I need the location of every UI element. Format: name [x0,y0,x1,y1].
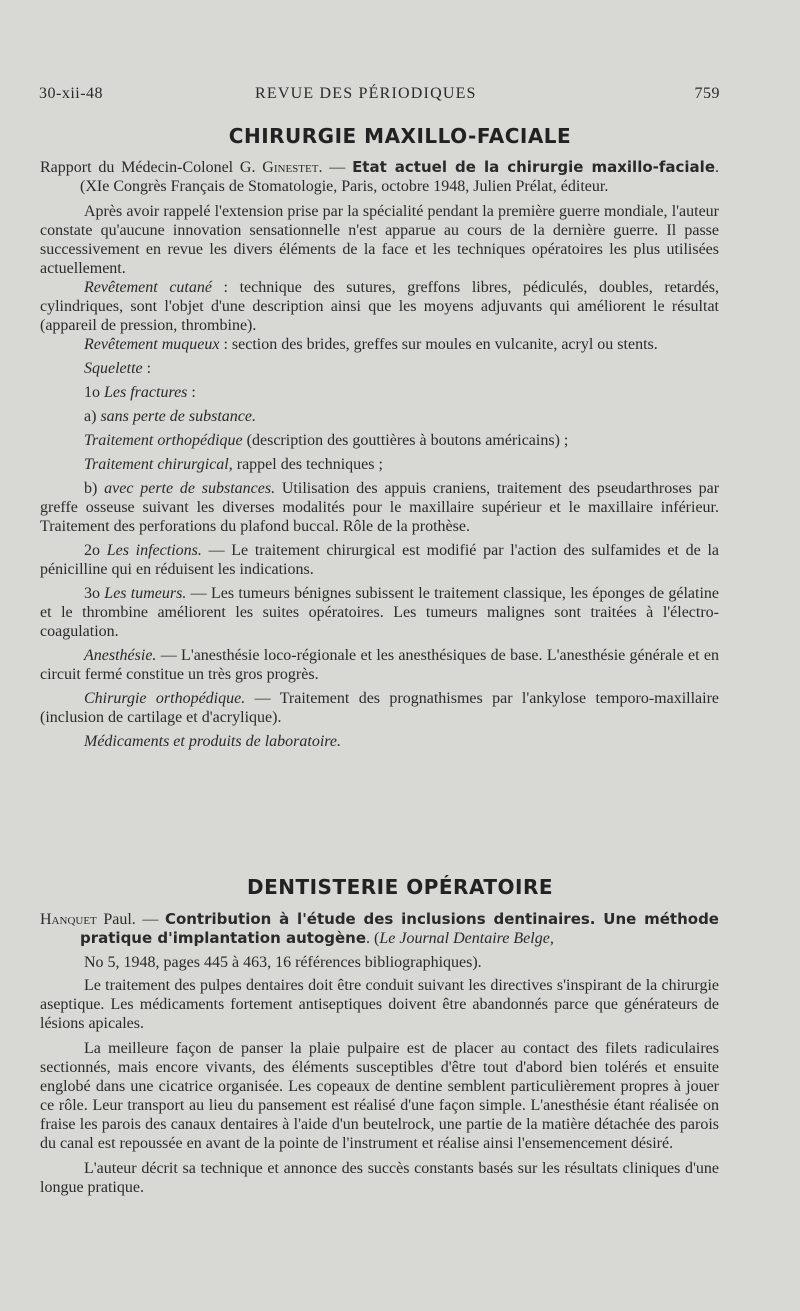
section-title-dentisterie: DENTISTERIE OPÉRATOIRE [246,875,554,899]
ref-author: Ginestet [262,159,319,176]
term: Revêtement cutané [84,279,212,296]
paragraph [40,359,719,378]
list-marker: 1o [84,384,104,401]
term: avec perte de substances. [104,480,276,497]
term: sans perte de substance. [100,408,256,425]
reference-detail: No 5, 1948, pages 445 à 463, 16 références bibliographiques). [84,954,482,971]
paragraph [40,646,719,684]
term: Anesthésie. [84,647,157,664]
paragraph [40,479,719,536]
reference-hanquet [40,910,719,948]
paragraph-text: : section des brides, greffes sur moules en vulcanite, acryl ou stents. [219,336,658,353]
ref-title: Contribution à l'étude des inclusions dentinaires. Une méthode pratique d'implantation autogène [80,910,719,947]
paragraph-text: — Traitement des prognathismes par l'ankylose temporo-maxillaire (inclusion de cartilage et d'acrylique). [40,690,720,726]
term: Les fractures [104,384,188,401]
paragraph [40,335,719,354]
paragraph-text: — Les tumeurs bénignes subissent le traitement classique, les éponges de gélatine et le thrombine améliorent les suites opératoires. Les tumeurs malignes sont traitées à l'électro-coagulation. [40,585,720,640]
term: Les tumeurs. [104,585,187,602]
ref-prefix: Rapport du Médecin-Colonel G. [40,159,263,176]
page-number: 759 [694,85,720,102]
term: Médicaments et produits de laboratoire. [84,733,341,750]
paragraph: L'auteur décrit sa technique et annonce des succès constants basés sur les résultats cliniques d'une longue pratique. [40,1160,719,1196]
paragraph-text: : [142,360,152,377]
ref-title: Etat actuel de la chirurgie maxillo-faciale [352,158,715,176]
paragraph: La meilleure façon de panser la plaie pulpaire est de placer au contact des filets radiculaires sectionnés, mais encore vivants, des éléments susceptibles d'être tout d'abord bien tolérés et ensuite englobé dans une cicatrice organisée. Les copeaux de dentine semblent particulièrement propres à jouer ce rôle. Leur transport au lieu du pansement est réalisé d'une façon simple. L'anesthésie étant réalisée on fraise les parois des canaux dentaires à l'aide d'un beutelrock, une partie de la matière détachée des parois du canal est repoussée en avant de la pointe de l'instrument et réalise ainsi l'ensemencement désiré. [40,1040,719,1152]
ref-sep: . — [318,159,353,176]
paragraph: Après avoir rappelé l'extension prise par la spécialité pendant la première guerre mondiale, l'auteur constate qu'aucune innovation sensationnelle n'est apparue au cours de la dernière guerre. Il passe successivement en revue les divers éléments de la face et les techniques opératoires les plus utilisées actuellement. [40,203,719,277]
paragraph-text: — Le traitement chirurgical est modifié par l'action des sulfamides et de la pénicilline qui en réduisent les indications. [40,542,720,578]
paragraph-text: Utilisation des appuis craniens, traitement des pseudarthroses par greffe osseuse suivant les diverses modalités pour le maxillaire supérieur et le maxillaire inférieur. Traitement des perforations du plafond buccal. Rôle de la prothèse. [40,480,720,535]
paragraph-text: — L'anesthésie loco-régionale et les anesthésiques de base. L'anesthésie générale et en circuit fermé constitue un très gros progrès. [40,647,719,683]
ref-first: Paul. — [96,911,165,928]
paragraph-text: : [187,384,196,401]
paragraph [40,584,719,641]
ref-author: Hanquet [40,911,97,928]
term: Les infections. [106,542,202,559]
section-title-maxillo-faciale: CHIRURGIE MAXILLO-FACIALE [228,124,572,148]
section-dentisterie-body [40,910,719,1197]
paragraph [40,407,719,426]
header-date: 30-xii-48 [39,85,104,102]
paragraph-text: rappel des techniques ; [232,456,383,473]
term: Squelette [84,360,143,377]
paragraph [40,455,719,474]
ref-rest: . (XIe Congrès Français de Stomatologie, Paris, octobre 1948, Julien Prélat, éditeur. [80,159,719,195]
section-maxillo-faciale-body [40,158,719,751]
term: Chirurgie orthopédique. [84,690,246,707]
paragraph [40,431,719,450]
ref-journal: Le Journal Dentaire Belge, [379,930,554,947]
list-marker: 3o [84,585,105,602]
ref-sep: . ( [366,930,380,947]
paragraph [40,278,719,335]
list-marker: a) [84,408,101,425]
list-marker: 2o [84,542,107,559]
list-marker: b) [84,480,105,497]
paragraph [40,732,719,751]
paragraph [40,689,719,727]
paragraph [40,541,719,579]
term: Traitement orthopédique [84,432,243,449]
paragraph [40,383,719,402]
header-journal-title: REVUE DES PÉRIODIQUES [255,85,477,102]
term: Traitement chirurgical, [84,456,233,473]
paragraph-text: : technique des sutures, greffons libres, pédiculés, doubles, retardés, cylindriques, sont l'objet d'une description ainsi que les moyens adjuvants qui améliorent le résultat (appareil de pression, thrombine). [40,279,719,334]
paragraph-text: (description des gouttières à boutons américains) ; [242,432,569,449]
term: Revêtement muqueux [84,336,220,353]
paragraph: Le traitement des pulpes dentaires doit être conduit suivant les directives s'inspirant de la chirurgie aseptique. Les médicaments fortement antiseptiques doivent être abandonnés parce que générateurs de lésions apicales. [40,977,719,1032]
reference-ginestet [40,158,719,196]
